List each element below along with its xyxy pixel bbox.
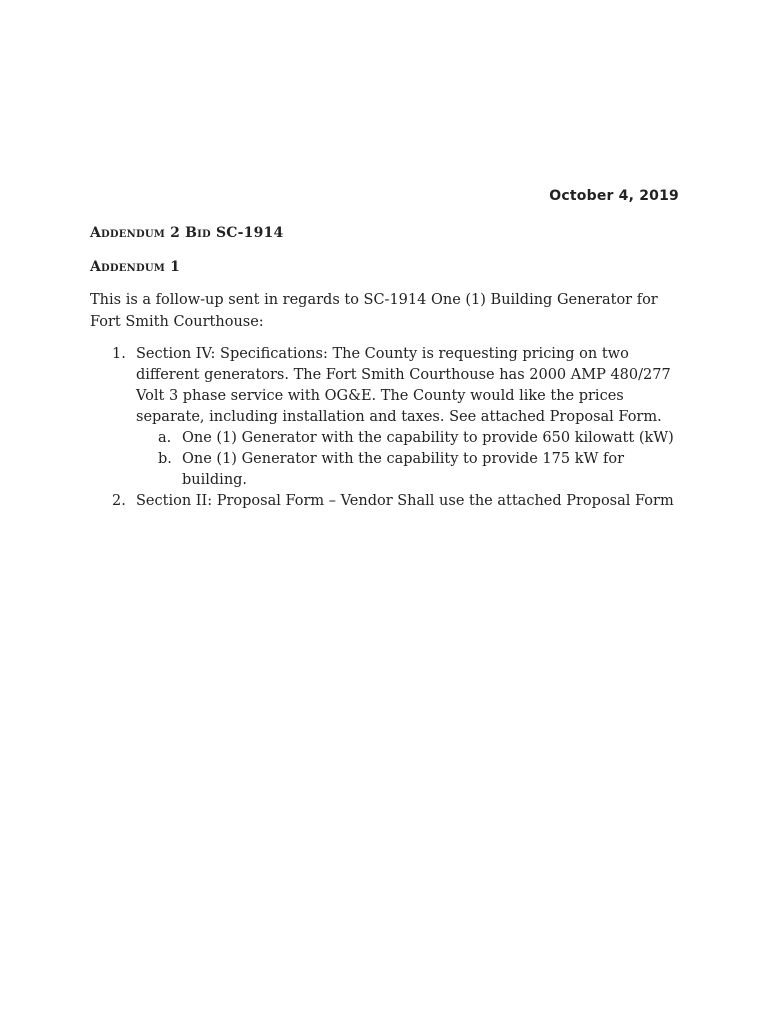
- document-subtitle: Addendum 1: [90, 259, 181, 275]
- sub-list-item-letter: a.: [158, 430, 172, 446]
- list-item-text: Section II: Proposal Form – Vendor Shall use the attached Proposal Form: [136, 493, 674, 509]
- document-date: October 4, 2019: [549, 188, 679, 204]
- list-item-text: Section IV: Specifications: The County is requesting pricing on two different generators. The Fort Smith Courthouse has 2000 AMP 480/277 Volt 3 phase service with OG&E. The County would like the prices separate, including installation and taxes. See attached Proposal Form.: [136, 346, 671, 425]
- sub-list-item-letter: b.: [158, 451, 172, 467]
- sub-list-item: [90, 428, 690, 449]
- list-item: [90, 491, 690, 512]
- list-item-number: 1.: [112, 346, 126, 362]
- sub-list-item-text: One (1) Generator with the capability to provide 650 kilowatt (kW): [182, 430, 674, 446]
- list-item: [90, 344, 690, 428]
- numbered-list: [90, 344, 690, 512]
- sub-list-item: [90, 449, 690, 491]
- sub-list-item-text: One (1) Generator with the capability to provide 175 kW for building.: [182, 451, 625, 488]
- list-item-number: 2.: [112, 493, 126, 509]
- document-title: Addendum 2 Bid SC-1914: [90, 225, 284, 241]
- intro-paragraph: This is a follow-up sent in regards to SC-1914 One (1) Building Generator for Fort Smith Courthouse:: [90, 292, 658, 330]
